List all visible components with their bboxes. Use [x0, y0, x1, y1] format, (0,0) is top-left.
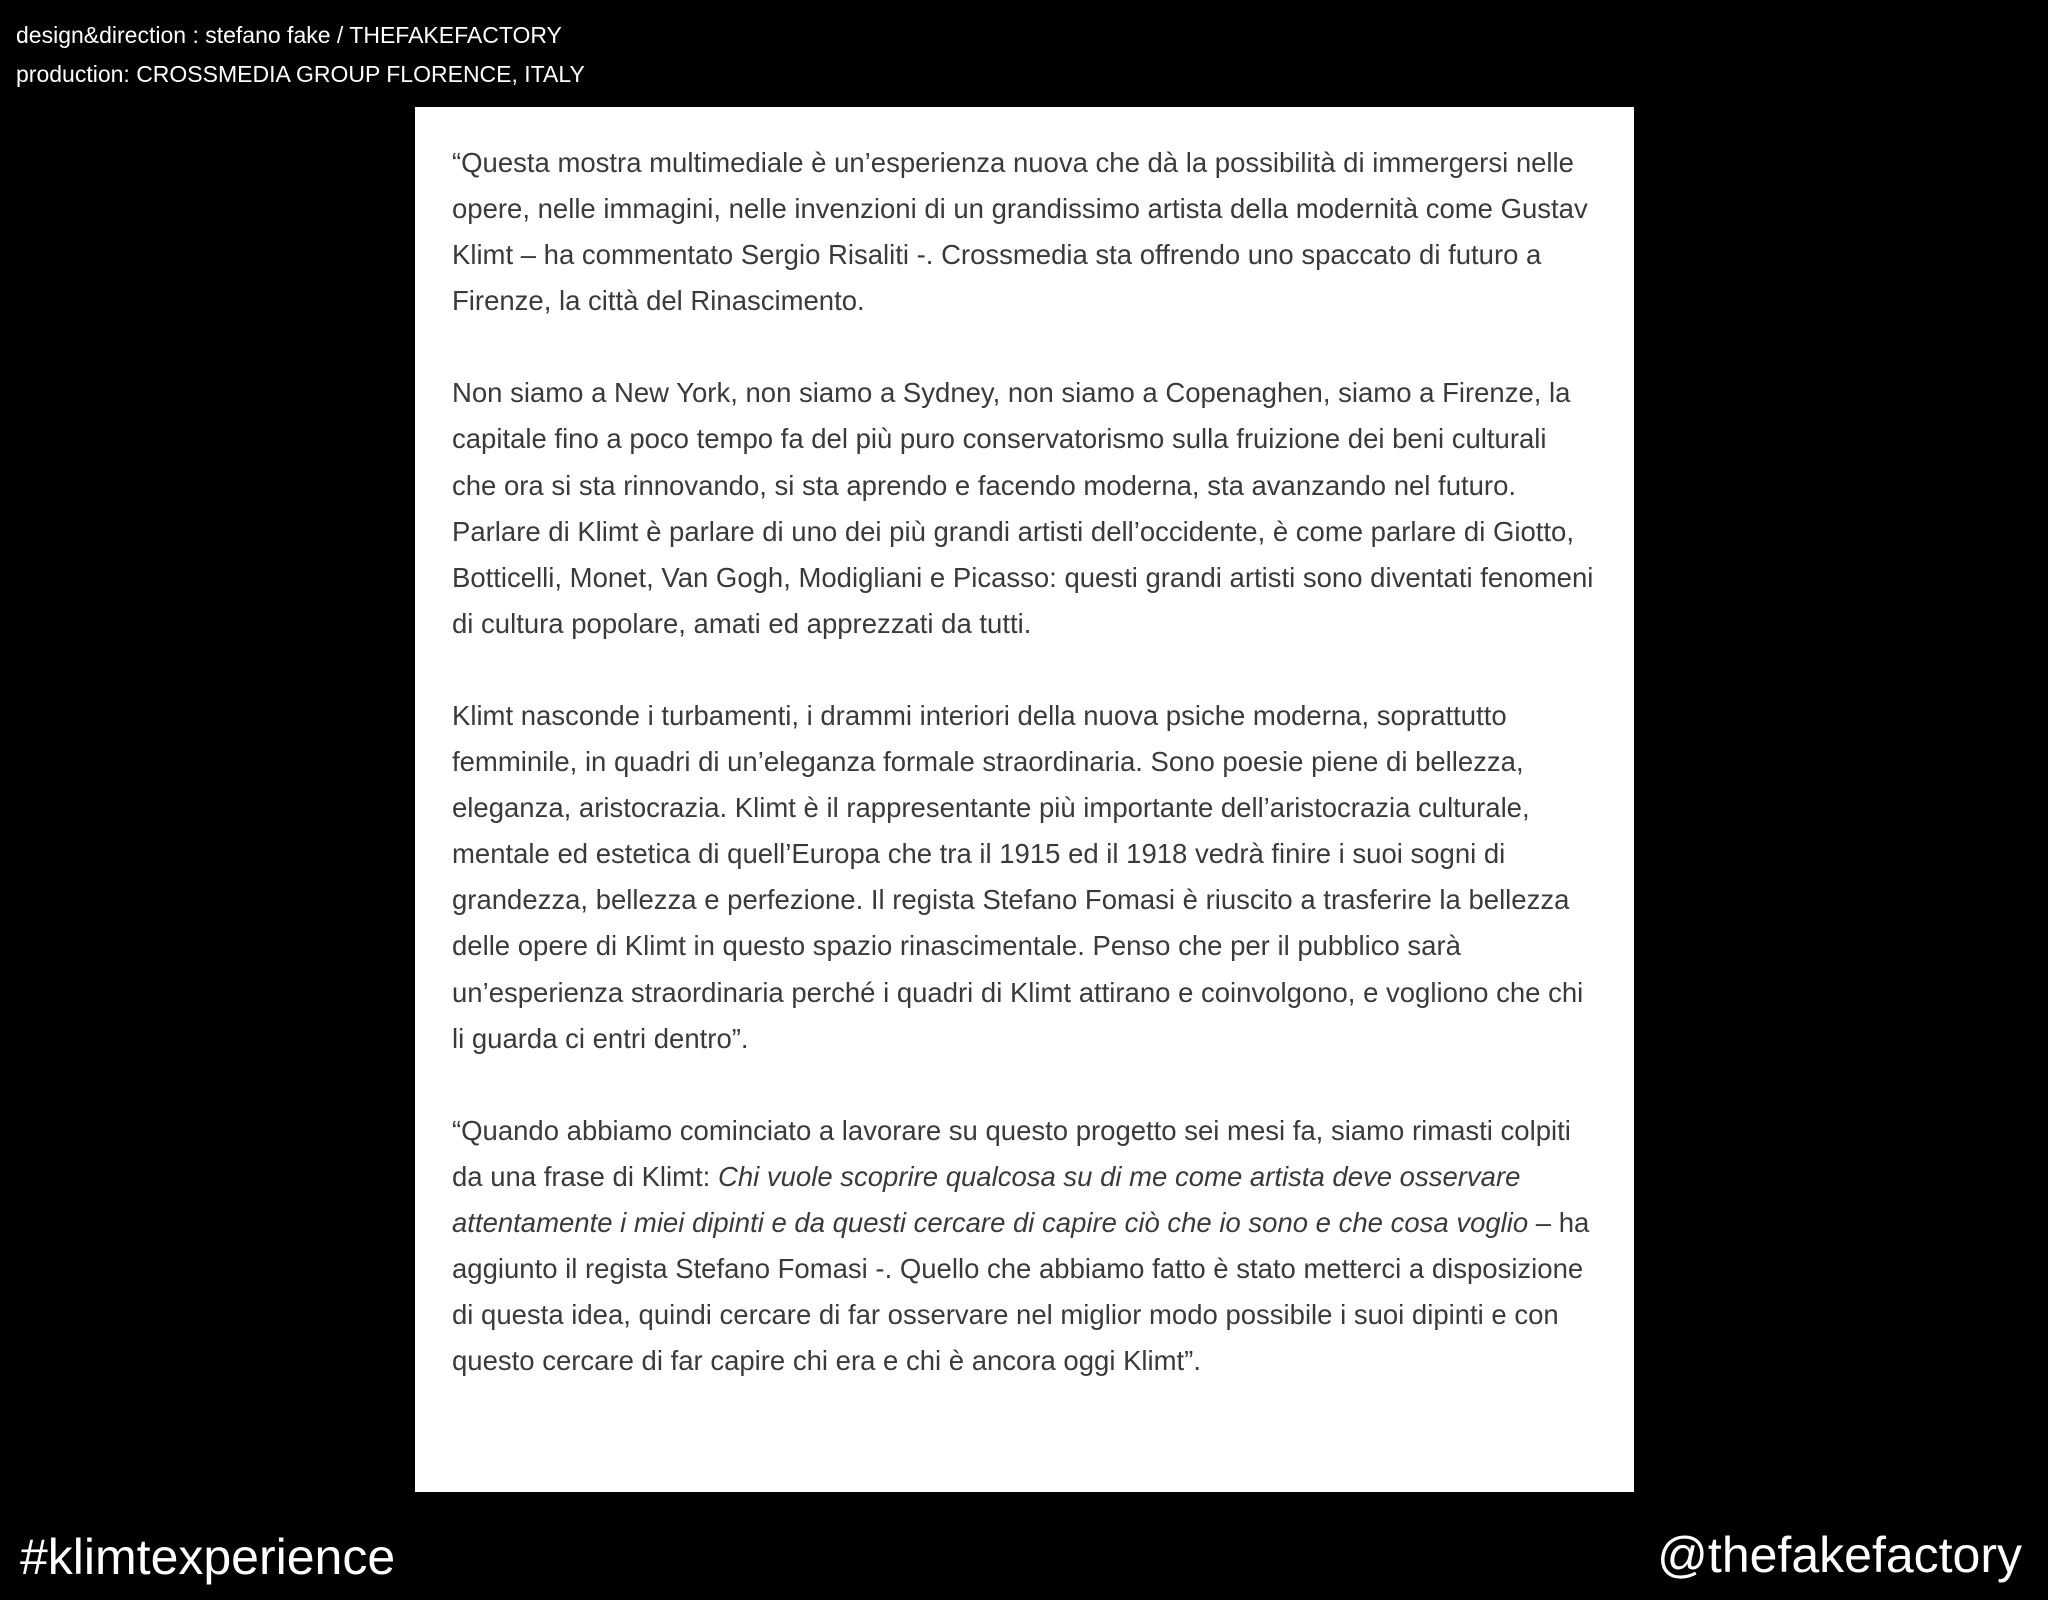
credits-direction: design&direction : stefano fake / THEFAKEFACTORY [16, 22, 562, 48]
article-panel [415, 107, 1634, 1492]
social-handle: @thefakefactory [1657, 1527, 2022, 1583]
article-paragraph-3: Klimt nasconde i turbamenti, i drammi interiori della nuova psiche moderna, soprattutto femminile, in quadri di un’eleganza formale straordinaria. Sono poesie piene di bellezza, eleganza, aristocrazia. Klimt è il rappresentante più importante dell’aristocrazia culturale, mentale ed estetica di quell’Europa che tra il 1915 ed il 1918 vedrà finire i suoi sogni di grandezza, bellezza e perfezione. Il regista Stefano Fomasi è riuscito a trasferire la bellezza delle opere di Klimt in questo spazio rinascimentale. Penso che per il pubblico sarà un’esperienza straordinaria perché i quadri di Klimt attirano e coinvolgono, e vogliono che chi li guarda ci entri dentro”. [452, 699, 1584, 1054]
paragraph-4-intro: “Quando abbiamo cominciato a lavorare su questo progetto sei mesi fa, siamo rimasti colpiti da una frase di Klimt: [452, 1114, 1571, 1192]
article-paragraph-4 [452, 1108, 1594, 1385]
klimt-quote: Chi vuole scoprire qualcosa su di me come artista deve osservare attentamente i miei dipinti e da questi cercare di capire ciò che io sono e che cosa voglio [452, 1160, 1529, 1238]
article-paragraph-1: “Questa mostra multimediale è un’esperienza nuova che dà la possibilità di immergersi nelle opere, nelle immagini, nelle invenzioni di un grandissimo artista della modernità come Gustav Klimt – ha commentato Sergio Risaliti -. Crossmedia sta offrendo uno spaccato di futuro a Firenze, la città del Rinascimento. [452, 147, 1588, 317]
article-paragraph-2: Non siamo a New York, non siamo a Sydney, non siamo a Copenaghen, siamo a Firenze, la capitale fino a poco tempo fa del più puro conservatorismo sulla fruizione dei beni culturali che ora si sta rinnovando, si sta aprendo e facendo moderna, sta avanzando nel futuro. Parlare di Klimt è parlare di uno dei più grandi artisti dell’occidente, è come parlare di Giotto, Botticelli, Monet, Van Gogh, Modigliani e Picasso: questi grandi artisti sono diventati fenomeni di cultura popolare, amati ed apprezzati da tutti. [452, 377, 1594, 639]
credits-block [16, 16, 585, 94]
credits-production: production: CROSSMEDIA GROUP FLORENCE, ITALY [16, 61, 585, 87]
paragraph-4-outro: – ha aggiunto il regista Stefano Fomasi -. Quello che abbiamo fatto è stato metterci a disposizione di questa idea, quindi cercare di far osservare nel miglior modo possibile i suoi dipinti e con questo cercare di far capire chi era e chi è ancora oggi Klimt”. [452, 1206, 1590, 1377]
hashtag-label: #klimtexperience [20, 1529, 396, 1585]
